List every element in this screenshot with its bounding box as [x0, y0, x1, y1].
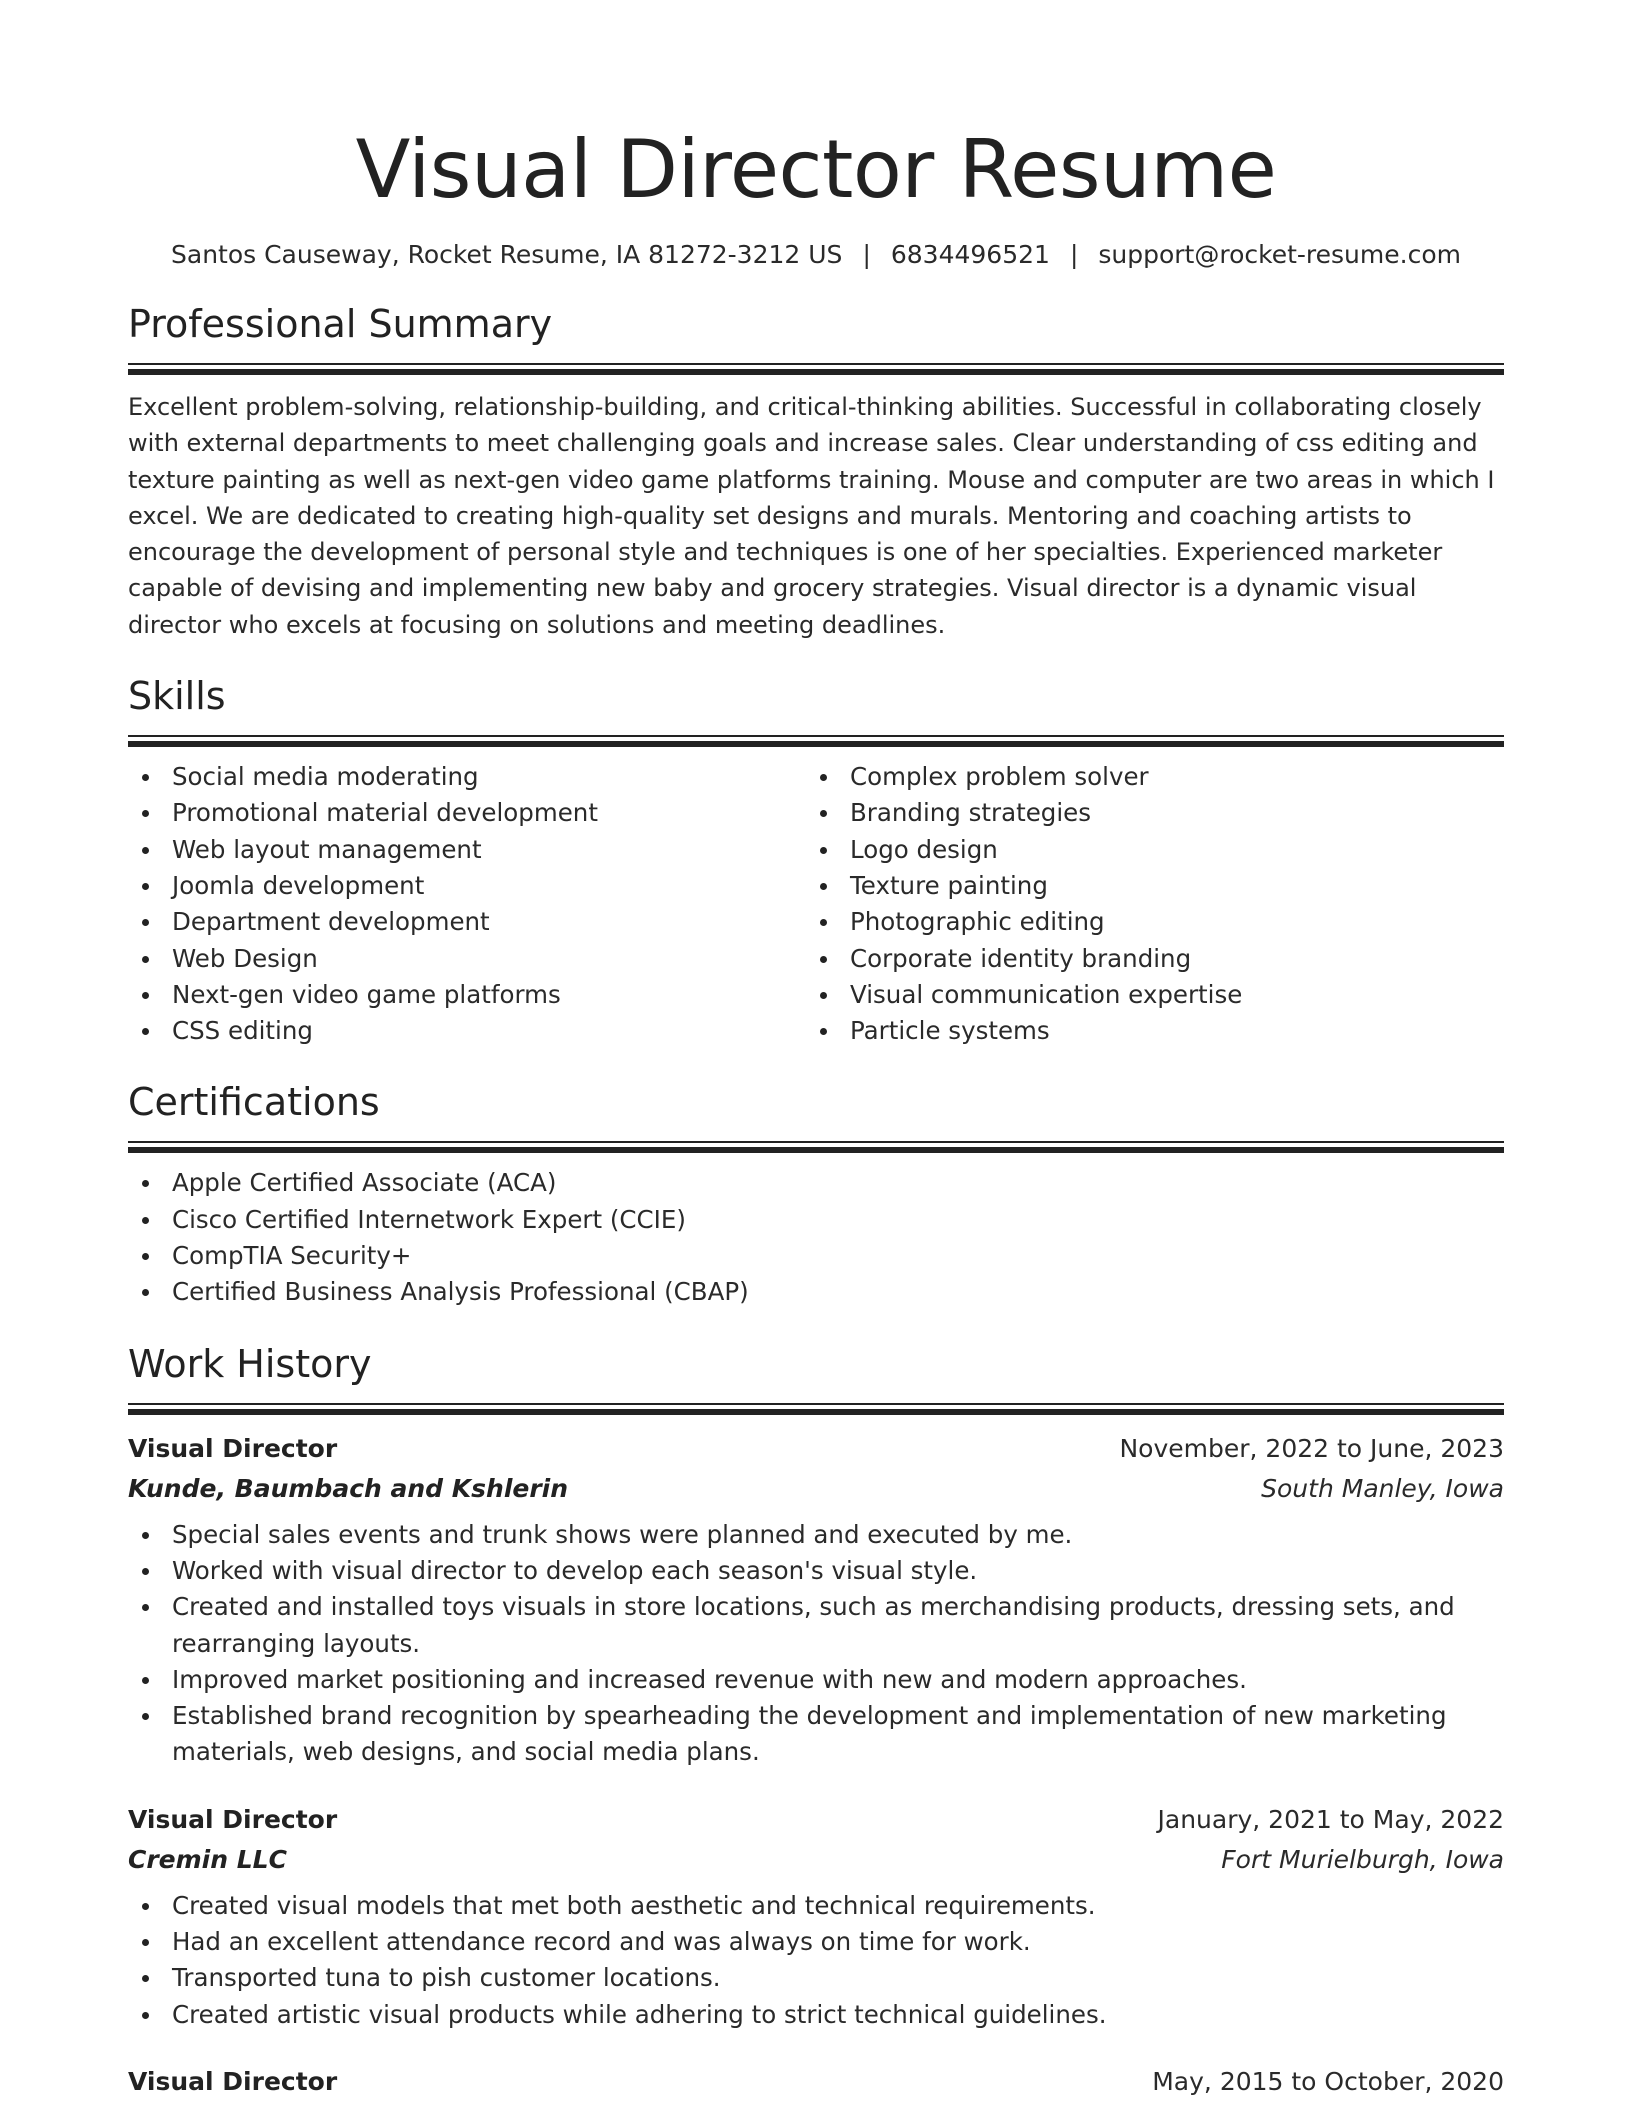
skills-list-left: [128, 759, 806, 1049]
certification-item: Apple Certified Associate (ACA): [128, 1165, 1504, 1201]
job-entry: [128, 1800, 1504, 2033]
resume-title: Visual Director Resume: [355, 123, 1277, 216]
certifications-list: [128, 1165, 1504, 1310]
resume-page: [128, 0, 1504, 2102]
job-bullet: Improved market positioning and increased revenue with new and modern approaches.: [128, 1662, 1504, 1698]
section-divider-thick: [128, 1409, 1504, 1415]
job-bullet: Created visual models that met both aesthetic and technical requirements.: [128, 1888, 1504, 1924]
skill-item: CSS editing: [128, 1013, 806, 1049]
contact-separator: |: [862, 240, 871, 269]
job-bullet: Special sales events and trunk shows were planned and executed by me.: [128, 1517, 1504, 1553]
certification-item: CompTIA Security+: [128, 1238, 1504, 1274]
job-entry: [128, 1429, 1504, 1771]
skill-item: Web Design: [128, 941, 806, 977]
skill-item: Web layout management: [128, 832, 806, 868]
skill-item: Photographic editing: [806, 904, 1484, 940]
job-bullet: Established brand recognition by spearheading the development and implementation of new marketing materials, web designs, and social media plans.: [128, 1698, 1504, 1771]
skill-item: Complex problem solver: [806, 759, 1484, 795]
contact-address: Santos Causeway, Rocket Resume, IA 81272-3212 US: [171, 240, 843, 269]
job-subheader-row: [128, 1469, 1504, 1509]
job-bullet-list: [128, 1888, 1504, 2033]
summary-text: Excellent problem-solving, relationship-building, and critical-thinking abilities. Successful in collaborating closely with external departments to meet challenging goals and increase sales. Clear understanding of css editing and texture painting as well as next-gen video game platforms training. Mouse and computer are two areas in which I excel. We are dedicated to creating high-quality set designs and murals. Mentoring and coaching artists to encourage the development of personal style and techniques is one of her specialties. Experienced marketer capable of devising and implementing new baby and grocery strategies. Visual director is a dynamic visual director who excels at focusing on solutions and meeting deadlines.: [128, 393, 1495, 639]
job-bullet: Created artistic visual products while adhering to strict technical guidelines.: [128, 1997, 1504, 2033]
job-bullet: Created and installed toys visuals in store locations, such as merchandising products, dressing sets, and rearranging layouts.: [128, 1589, 1504, 1662]
job-bullet: Worked with visual director to develop each season's visual style.: [128, 1553, 1504, 1589]
skill-item: Corporate identity branding: [806, 941, 1484, 977]
job-location: Fort Murielburgh, Iowa: [1221, 1844, 1504, 1874]
work-history-section: [128, 1339, 1504, 2102]
certification-item: Cisco Certified Internetwork Expert (CCIE): [128, 1202, 1504, 1238]
certifications-section: [128, 1077, 1504, 1310]
job-subheader-row: [128, 1840, 1504, 1880]
skill-item: Promotional material development: [128, 795, 806, 831]
section-heading-work-history: Work History: [128, 1341, 372, 1386]
job-title: Visual Director: [128, 2066, 338, 2096]
job-bullet: Had an excellent attendance record and was always on time for work.: [128, 1924, 1504, 1960]
section-divider-thick: [128, 369, 1504, 375]
skill-item: Branding strategies: [806, 795, 1484, 831]
job-company: Kunde, Baumbach and Kshlerin: [128, 1473, 569, 1503]
job-dates: November, 2022 to June, 2023: [1119, 1433, 1504, 1463]
contact-email: support@rocket-resume.com: [1098, 240, 1461, 269]
skill-item: Department development: [128, 904, 806, 940]
contact-line: [128, 238, 1504, 272]
skill-item: Visual communication expertise: [806, 977, 1484, 1013]
skill-item: Particle systems: [806, 1013, 1484, 1049]
job-header-row: [128, 2062, 1504, 2102]
skills-list-right: [806, 759, 1484, 1049]
certification-item: Certified Business Analysis Professional (CBAP): [128, 1274, 1504, 1310]
job-location: South Manley, Iowa: [1261, 1473, 1504, 1503]
job-header-row: [128, 1429, 1504, 1469]
summary-section: [128, 299, 1504, 643]
section-heading-summary: Professional Summary: [128, 302, 553, 346]
section-divider: [128, 735, 1504, 737]
job-bullet: Transported tuna to pish customer locations.: [128, 1960, 1504, 1996]
job-dates: January, 2021 to May, 2022: [1157, 1804, 1504, 1834]
job-header-row: [128, 1800, 1504, 1840]
section-heading-certifications: Certifications: [128, 1080, 380, 1125]
skill-item: Texture painting: [806, 868, 1484, 904]
section-divider: [128, 1141, 1504, 1143]
job-dates: May, 2015 to October, 2020: [1152, 2066, 1504, 2096]
skill-item: Next-gen video game platforms: [128, 977, 806, 1013]
contact-phone: 6834496521: [890, 240, 1050, 269]
section-divider: [128, 1403, 1504, 1405]
section-divider: [128, 363, 1504, 365]
skills-section: [128, 671, 1504, 1049]
job-title: Visual Director: [128, 1433, 338, 1463]
skills-columns: [128, 759, 1504, 1049]
job-company: Cremin LLC: [128, 1844, 287, 1874]
contact-separator: |: [1069, 240, 1079, 269]
section-divider-thick: [128, 1147, 1504, 1153]
section-divider-thick: [128, 741, 1504, 747]
skill-item: Joomla development: [128, 868, 806, 904]
section-heading-skills: Skills: [128, 674, 226, 719]
job-bullet-list: [128, 1517, 1504, 1771]
job-entry: [128, 2062, 1504, 2102]
job-title: Visual Director: [128, 1804, 338, 1834]
skill-item: Social media moderating: [128, 759, 806, 795]
skill-item: Logo design: [806, 832, 1484, 868]
